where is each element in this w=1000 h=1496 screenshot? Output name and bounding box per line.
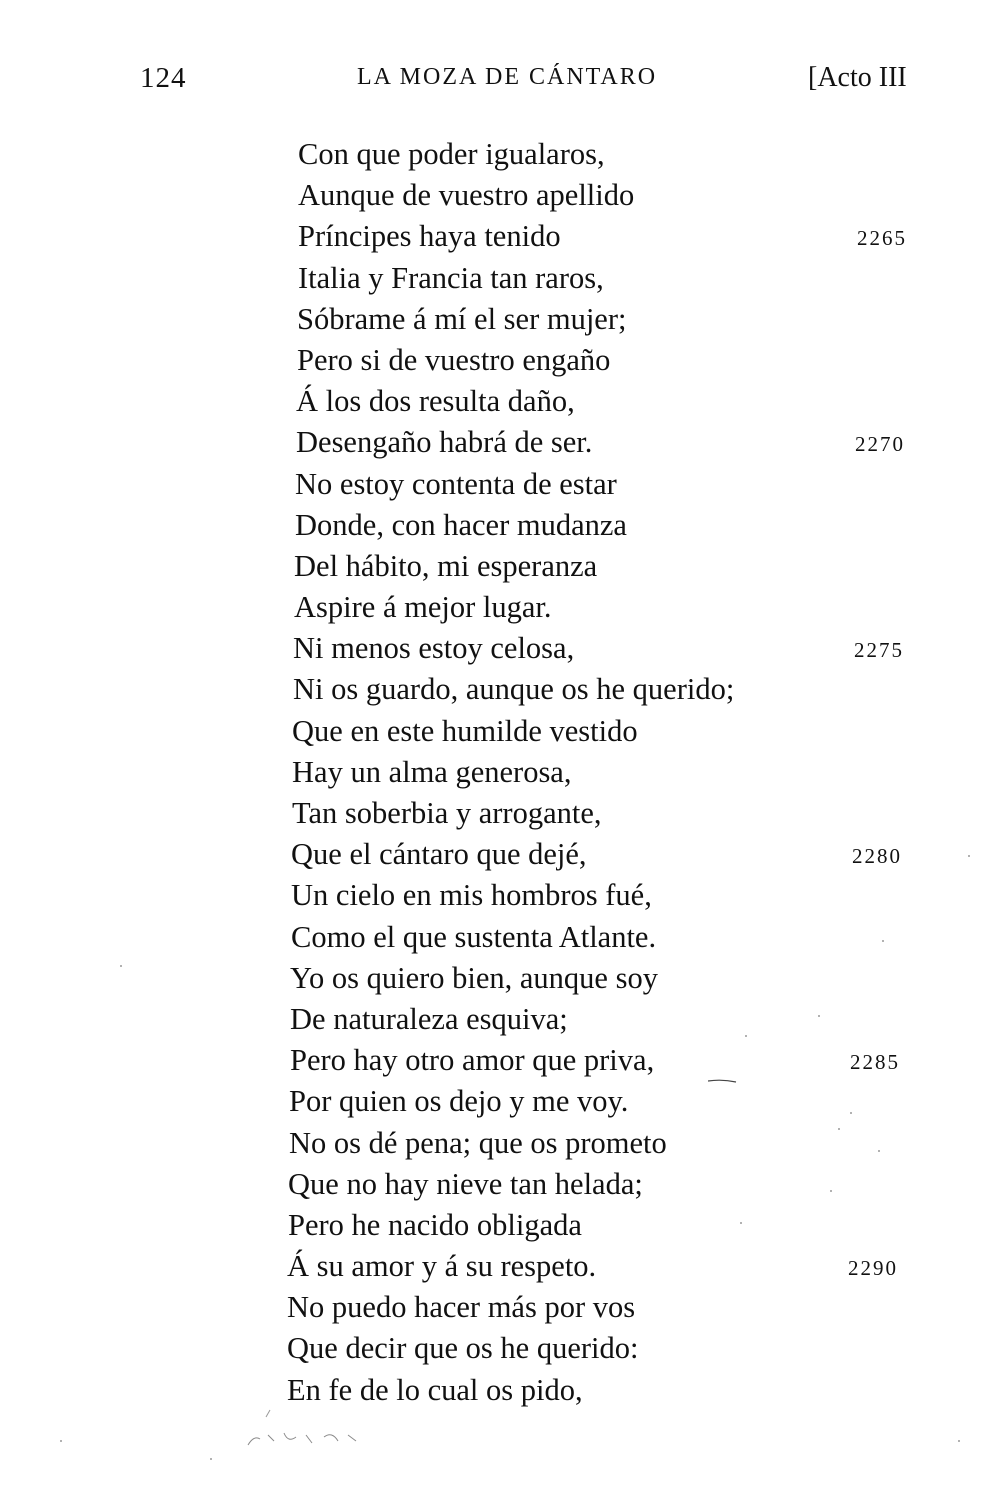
- scan-speck: [740, 1222, 742, 1224]
- verse-text: Yo os quiero bien, aunque soy: [290, 960, 658, 995]
- verse-text: Que en este humilde vestido: [292, 713, 638, 748]
- line-number: 2285: [850, 1050, 900, 1075]
- line-number: 2265: [857, 226, 907, 251]
- scan-speck: [882, 940, 884, 942]
- scan-speck: [745, 1035, 747, 1037]
- verse-text: Por quien os dejo y me voy.: [289, 1084, 629, 1119]
- verse-line: [0, 1205, 1000, 1246]
- verse-line: [0, 1328, 1000, 1369]
- verse-line: [0, 958, 1000, 999]
- verse-line: [0, 752, 1000, 793]
- running-header: [0, 62, 1000, 102]
- verse-text: Ni os guardo, aunque os he querido;: [293, 672, 735, 707]
- verse-text: Del hábito, mi esperanza: [294, 548, 598, 583]
- verse-line: [0, 793, 1000, 834]
- verse-line: [0, 216, 1000, 257]
- verse-text: Á su amor y á su respeto.: [287, 1249, 597, 1284]
- scan-speck: [60, 1440, 62, 1442]
- verse-block: [0, 134, 1000, 1411]
- verse-text: Donde, con hacer mudanza: [295, 507, 627, 542]
- scan-speck: [878, 1150, 880, 1152]
- verse-line: [0, 1246, 1000, 1287]
- verse-text: Pero hay otro amor que priva,: [290, 1043, 655, 1078]
- verse-text: De naturaleza esquiva;: [290, 1001, 568, 1036]
- running-title: LA MOZA DE CÁNTARO: [357, 64, 658, 90]
- verse-line: [0, 1040, 1000, 1081]
- verse-text: Príncipes haya tenido: [298, 219, 561, 254]
- verse-text: En fe de lo cual os pido,: [287, 1372, 583, 1407]
- verse-line: [0, 711, 1000, 752]
- verse-line: [0, 834, 1000, 875]
- verse-text: Tan soberbia y arrogante,: [292, 796, 602, 830]
- verse-line: [0, 1370, 1000, 1411]
- scan-speck: [850, 1112, 852, 1114]
- verse-line: [0, 381, 1000, 422]
- verse-line: [0, 340, 1000, 381]
- verse-text: Á los dos resulta daño,: [296, 384, 575, 419]
- scan-speck: [968, 855, 970, 857]
- verse-text: Un cielo en mis hombros fué,: [291, 878, 652, 913]
- verse-line: [0, 875, 1000, 916]
- verse-text: Aunque de vuestro apellido: [298, 178, 635, 213]
- verse-text: Que el cántaro que dejé,: [291, 837, 587, 872]
- verse-text: No os dé pena; que os prometo: [289, 1125, 667, 1160]
- verse-line: [0, 464, 1000, 505]
- scan-speck: [838, 1128, 840, 1130]
- act-label: [Acto III: [808, 62, 907, 93]
- verse-text: Que no hay nieve tan helada;: [288, 1166, 643, 1201]
- verse-text: Ni menos estoy celosa,: [293, 631, 575, 666]
- verse-text: Hay un alma generosa,: [292, 754, 572, 789]
- pencil-scribble-icon: [240, 1405, 380, 1455]
- verse-text: Sóbrame á mí el ser mujer;: [297, 301, 627, 336]
- line-number: 2290: [848, 1256, 898, 1281]
- verse-text: Con que poder igualaros,: [298, 137, 605, 171]
- verse-text: Como el que sustenta Atlante.: [291, 919, 657, 954]
- verse-text: Que decir que os he querido:: [287, 1331, 639, 1366]
- verse-line: [0, 258, 1000, 299]
- scan-speck: [210, 1458, 212, 1460]
- line-number: 2270: [855, 432, 905, 457]
- verse-line: [0, 917, 1000, 958]
- verse-text: No estoy contenta de estar: [295, 466, 617, 501]
- line-number: 2275: [854, 638, 904, 663]
- verse-line: [0, 669, 1000, 710]
- scan-speck: [830, 1190, 832, 1192]
- verse-text: No puedo hacer más por vos: [287, 1290, 636, 1325]
- line-number: 2280: [852, 844, 902, 869]
- verse-line: [0, 134, 1000, 175]
- verse-text: Aspire á mejor lugar.: [294, 590, 552, 625]
- scan-speck: [120, 965, 122, 967]
- verse-line: [0, 175, 1000, 216]
- underline-mark-icon: [708, 1065, 738, 1085]
- verse-text: Pero he nacido obligada: [288, 1207, 582, 1242]
- verse-text: Pero si de vuestro engaño: [297, 342, 611, 377]
- scan-speck: [818, 1015, 820, 1017]
- verse-text: Italia y Francia tan raros,: [298, 260, 604, 295]
- verse-line: [0, 1287, 1000, 1328]
- verse-text: Desengaño habrá de ser.: [296, 425, 593, 460]
- scan-speck: [958, 1440, 960, 1442]
- verse-line: [0, 999, 1000, 1040]
- verse-line: [0, 1164, 1000, 1205]
- verse-line: [0, 628, 1000, 669]
- verse-line: [0, 299, 1000, 340]
- verse-line: [0, 546, 1000, 587]
- verse-line: [0, 1123, 1000, 1164]
- verse-line: [0, 422, 1000, 463]
- verse-line: [0, 505, 1000, 546]
- verse-line: [0, 587, 1000, 628]
- page-number: 124: [140, 62, 187, 94]
- verse-line: [0, 1081, 1000, 1122]
